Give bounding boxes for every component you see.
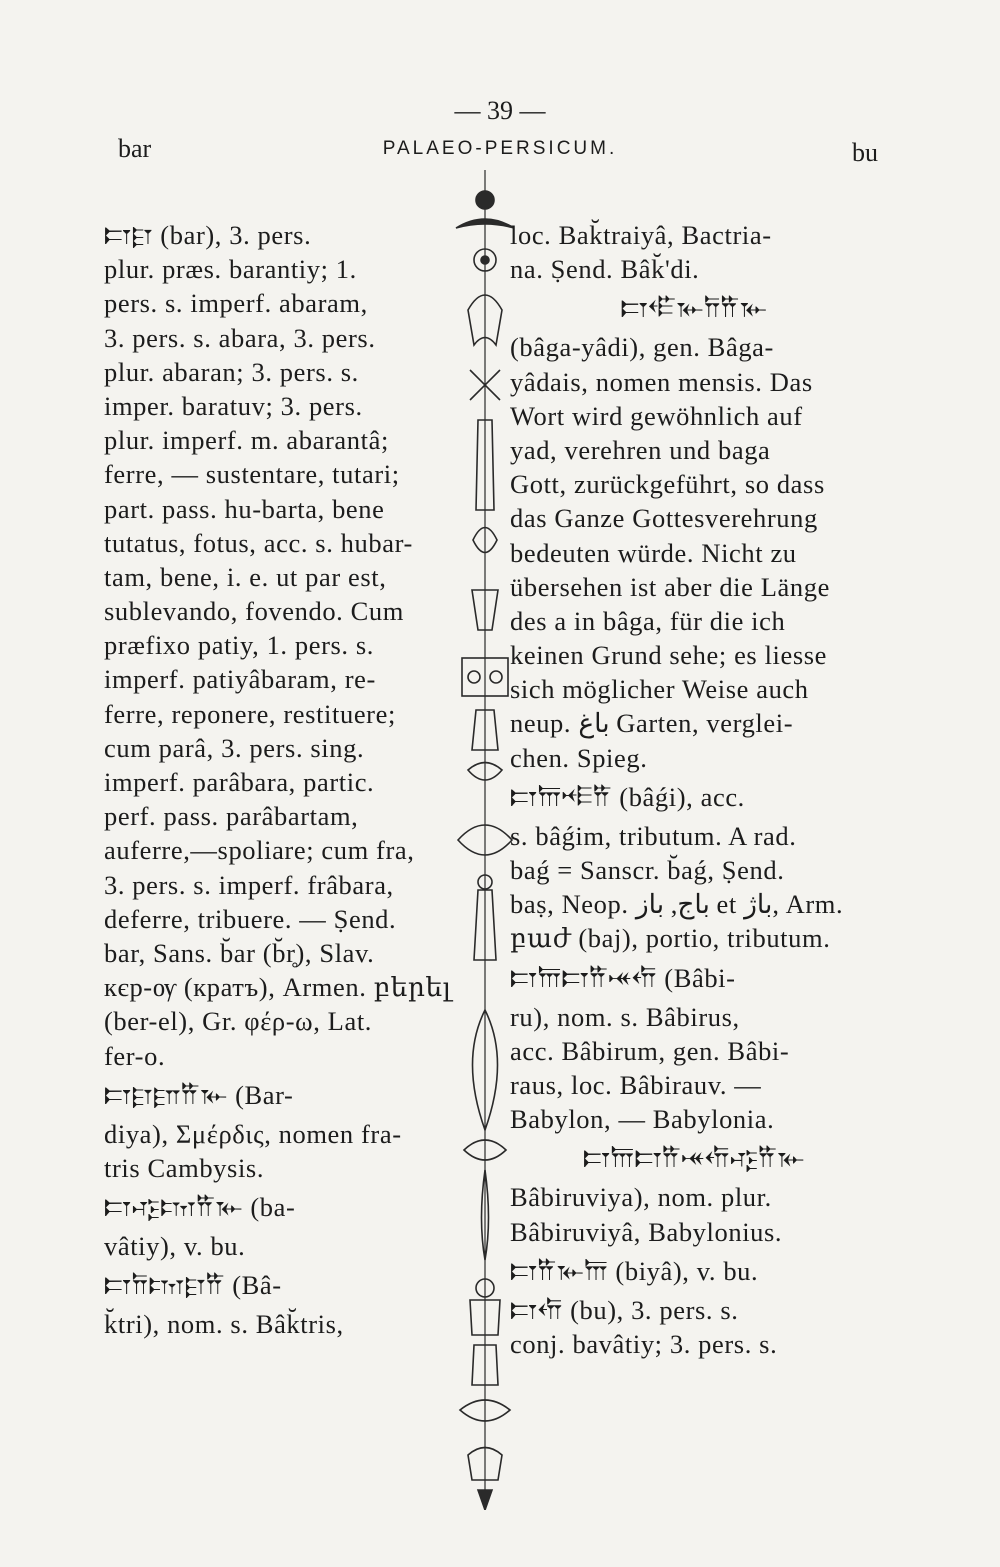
entry-line: sublevando, fovendo. Cum xyxy=(104,596,404,627)
entry-line: vâtiy), v. bu. xyxy=(104,1231,246,1262)
entry-headword-line: 𐎲𐎼𐎮𐎡𐎹 (Bar- xyxy=(104,1079,294,1110)
entry-line: 3. pers. s. abara, 3. pers. xyxy=(104,322,376,353)
entry-line: plur. imperf. m. abarantâ; xyxy=(104,425,389,456)
entry-line: na. Ṣend. Bâk̆'di. xyxy=(510,254,700,285)
entry-headword-line: 𐎲𐎠𐎲𐎡𐎽𐎢 (Bâbi- xyxy=(510,962,736,993)
entry-line: plur. abaran; 3. pers. s. xyxy=(104,356,359,387)
entry-line: ru), nom. s. Bâbirus, xyxy=(510,1001,740,1032)
entry-line: part. pass. hu-barta, bene xyxy=(104,493,385,524)
entry-line: perf. pass. parâbartam, xyxy=(104,801,359,832)
entry-line: raus, loc. Bâbirauv. — xyxy=(510,1069,762,1100)
entry-line: imperf. patiyâbaram, re- xyxy=(104,664,376,695)
entry-line: keinen Grund sehe; es liesse xyxy=(510,640,828,671)
entry-line: Bâbiruviya), nom. plur. xyxy=(510,1182,772,1213)
entry-line: baṣ, Neop. باج, باز et باژ, Arm. xyxy=(510,889,844,920)
entry-line: das Ganze Gottesverehrung xyxy=(510,503,818,534)
entry-line: pers. s. imperf. abaram, xyxy=(104,288,368,319)
entry-line: übersehen ist aber die Länge xyxy=(510,571,830,602)
entry-line: բաժ (baj), portio, tributum. xyxy=(510,923,831,954)
entry-line: loc. Bak̆traiyâ, Bactria- xyxy=(510,220,772,250)
entry-line: (ber-el), Gr. φέρ-ω, Lat. xyxy=(104,1006,373,1037)
entry-line: k̆tri), nom. s. Bâk̆tris, xyxy=(104,1309,344,1340)
entry-line: Gott, zurückgeführt, so dass xyxy=(510,469,825,500)
entry-line: baǵ = Sanscr. b̆aǵ, Ṣend. xyxy=(510,855,785,885)
entry-line: Wort wird gewöhnlich auf xyxy=(510,400,803,431)
entry-line: deferre, tribuere. — Ṣend. xyxy=(104,903,397,934)
entry-line: plur. præs. barantiy; 1. xyxy=(104,254,357,285)
page-number: — 39 — xyxy=(454,96,546,125)
entry-line: Babylon, — Babylonia. xyxy=(510,1104,775,1135)
entry-line: Bâbiruviyâ, Babylonius. xyxy=(510,1216,783,1247)
entry-line: ferre, — sustentare, tutari; xyxy=(104,459,400,490)
entry-line: auferre,—spoliare; cum fra, xyxy=(104,835,415,866)
entry-line: fer-o. xyxy=(104,1040,166,1071)
entry-line: 3. pers. s. imperf. frâbara, xyxy=(104,869,394,900)
entry-line: tutatus, fotus, acc. s. hubar- xyxy=(104,527,413,558)
entry-line: s. bâǵim, tributum. A rad. xyxy=(510,820,797,851)
entry-line: diya), Σμέρδις, nomen fra- xyxy=(104,1118,402,1149)
entry-line: chen. Spieg. xyxy=(510,742,648,773)
entry-line: acc. Bâbirum, gen. Bâbi- xyxy=(510,1035,790,1066)
entry-line: ferre, reponere, restituere; xyxy=(104,698,396,729)
entry-headword-line: 𐎲𐎡𐎹𐎠 (biyâ), v. bu. xyxy=(510,1255,759,1286)
running-head-left: bar xyxy=(118,134,152,163)
entry-headword-line: 𐎲𐎢 (bu), 3. pers. s. xyxy=(510,1294,739,1325)
entry-line: 𐎲𐎼 (bar), 3. pers. xyxy=(104,220,312,250)
entry-headword-line: 𐎲𐎠𐎪𐎡 (bâǵi), acc. xyxy=(510,781,745,812)
cuneiform-headword: 𐎲𐎦𐎹𐎭𐎡𐎹 xyxy=(620,293,768,324)
entry-line: neup. باغ Garten, verglei- xyxy=(510,708,794,739)
entry-line: yad, verehren und baga xyxy=(510,434,771,465)
entry-line: imper. baratuv; 3. pers. xyxy=(104,390,363,421)
entry-line: bedeuten würde. Nicht zu xyxy=(510,537,797,568)
entry-line: (bâga-yâdi), gen. Bâga- xyxy=(510,332,774,363)
running-head-title: PALAEO-PERSICUM. xyxy=(382,138,618,159)
entry-line: imperf. parâbara, partic. xyxy=(104,767,375,797)
entry-line: des a in bâga, für die ich xyxy=(510,605,786,636)
entry-line: кєр-ѹ (кратъ), Armen. բերել xyxy=(104,972,452,1003)
cuneiform-headword: 𐎲𐎠𐎲𐎡𐎽𐎢𐎺𐎡𐎹 xyxy=(582,1143,806,1174)
right-column xyxy=(510,218,878,1361)
entry-line: præfixo patiy, 1. pers. s. xyxy=(104,630,375,661)
entry-line: cum parâ, 3. pers. sing. xyxy=(104,732,365,763)
entry-line: tris Cambysis. xyxy=(104,1152,265,1183)
left-column xyxy=(104,218,456,1341)
entry-line: yâdais, nomen mensis. Das xyxy=(510,366,813,397)
entry-line: conj. bavâtiy; 3. pers. s. xyxy=(510,1328,778,1359)
entry-line: tam, bene, i. e. ut par est, xyxy=(104,561,387,592)
entry-headword-line: 𐎲𐎺𐎫𐎡𐎹 (ba- xyxy=(104,1192,296,1223)
running-head-right: bu xyxy=(852,138,878,167)
entry-line: sich möglicher Weise auch xyxy=(510,674,809,705)
entry-line: bar, Sans. b̆ar (b̆r̥), Slav. xyxy=(104,937,375,968)
entry-headword-line: 𐎲𐎭𐎫𐎼𐎡 (Bâ- xyxy=(104,1270,282,1301)
